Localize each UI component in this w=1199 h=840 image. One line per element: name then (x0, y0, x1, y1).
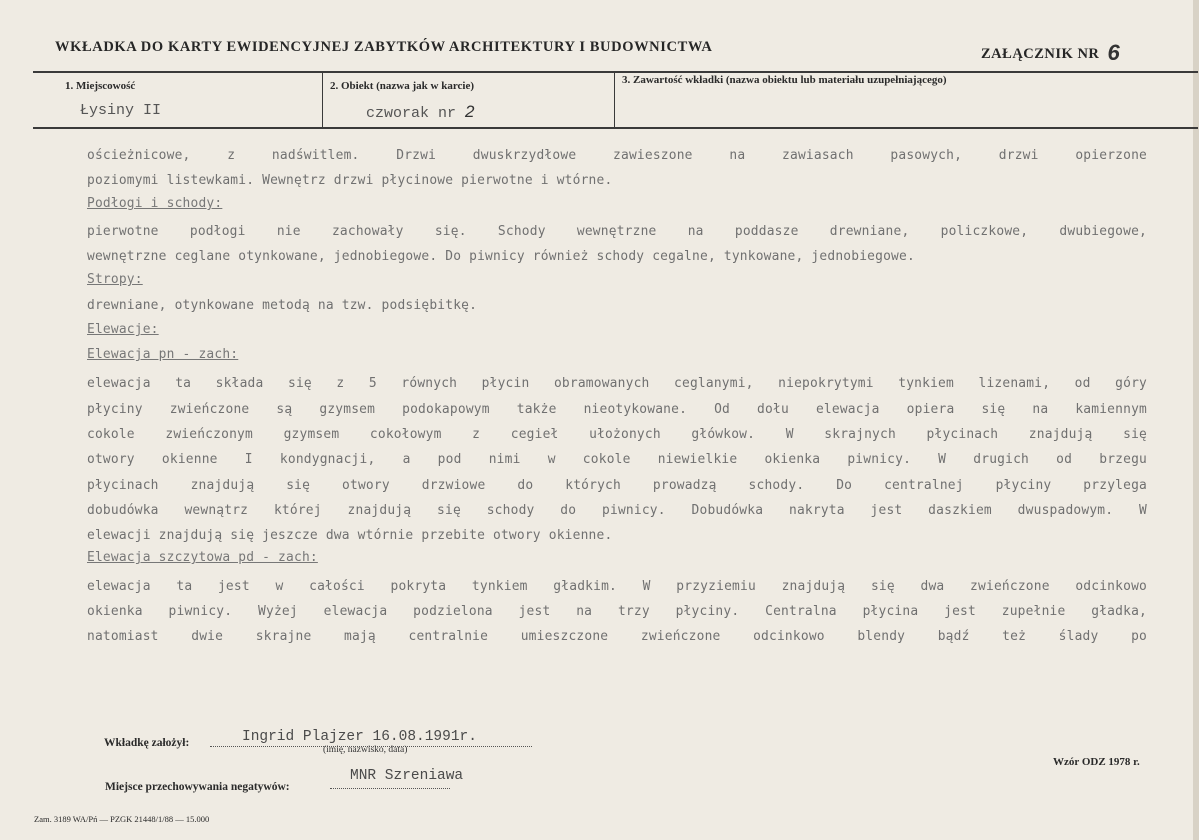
body-line: elewacji znajdują się jeszcze dwa wtórnie przebite otwory okienne. (87, 528, 613, 543)
typed-body (87, 148, 1157, 668)
object-label: 2. Obiekt (nazwa jak w karcie) (330, 80, 475, 92)
body-line: płyciny zwieńczone są gzymsem podokapowym także nieotykowane. Od dołu elewacja opiera się na kamiennym (87, 402, 1147, 417)
object-value-field (366, 102, 475, 122)
object-value: czworak nr (366, 105, 457, 122)
section-heading: Elewacja pn - zach: (87, 347, 239, 362)
attachment-number-field (981, 38, 1120, 64)
column-divider-2 (614, 72, 615, 127)
created-by-hint: (imię, nazwisko, data) (323, 745, 408, 755)
object-number: 2 (465, 102, 475, 121)
section-heading: Podłogi i schody: (87, 196, 223, 211)
section-heading: Stropy: (87, 272, 143, 287)
attachment-number: 6 (1107, 40, 1121, 65)
attachment-label: ZAŁĄCZNIK NR (981, 46, 1100, 62)
body-line: pierwotne podłogi nie zachowały się. Schody wewnętrzne na poddasze drewniane, policzkowe, dwubiegowe, (87, 224, 1147, 239)
negatives-storage-value: MNR Szreniawa (350, 768, 464, 784)
paper-edge (1193, 0, 1199, 840)
body-line: elewacja ta składa się z 5 równych płycin obramowanych ceglanymi, niepokrytymi tynkiem lizenami, od góry (87, 376, 1147, 391)
print-info: Zam. 3189 WA/Pń — PZGK 21448/1/88 — 15.000 (34, 814, 210, 824)
body-line: cokole zwieńczonym gzymsem cokołowym z cegieł ułożonych główkow. W skrajnych płycinach znajdują się (87, 427, 1147, 442)
form-title: WKŁADKA DO KARTY EWIDENCYJNEJ ZABYTKÓW ARCHITEKTURY I BUDOWNICTWA (55, 39, 713, 55)
negatives-storage-label: Miejsce przechowywania negatywów: (105, 781, 290, 793)
body-line: ościeżnicowe, z nadświtlem. Drzwi dwuskrzydłowe zawieszone na zawiasach pasowych, drzwi opierzone (87, 148, 1147, 163)
table-bottom-rule (33, 127, 1198, 129)
body-line: otwory okienne I kondygnacji, a pod nimi w cokole niewielkie okienka piwnicy. W drugich od brzegu (87, 452, 1147, 467)
body-line: natomiast dwie skrajne mają centralnie umieszczone zwieńczone odcinkowo blendy bądź też ślady po (87, 629, 1147, 644)
locality-value: Łysiny II (80, 102, 162, 119)
body-line: poziomymi listewkami. Wewnętrz drzwi płycinowe pierwotne i wtórne. (87, 173, 613, 188)
body-line: okienka piwnicy. Wyżej elewacja podzielona jest na trzy płyciny. Centralna płycina jest zupełnie gładka, (87, 604, 1147, 619)
created-by-label: Wkładkę założył: (104, 737, 190, 749)
body-line: płycinach znajdują się otwory drzwiowe do których prowadzą schody. Do centralnej płyciny przylega (87, 478, 1147, 493)
table-top-rule (33, 71, 1198, 73)
storage-dotted-line (330, 788, 450, 789)
locality-label: 1. Miejscowość (65, 80, 136, 92)
form-model: Wzór ODZ 1978 r. (1053, 756, 1140, 768)
section-heading: Elewacje: (87, 322, 159, 337)
body-line: wewnętrzne ceglane otynkowane, jednobiegowe. Do piwnicy również schody cegalne, tynkowane, jednobiegowe. (87, 249, 915, 264)
body-line: dobudówka wewnątrz której znajdują się schody do piwnicy. Dobudówka nakryta jest daszkiem dwuspadowym. W (87, 503, 1147, 518)
body-line: drewniane, otynkowane metodą na tzw. podsiębitkę. (87, 298, 478, 313)
column-divider-1 (322, 72, 323, 127)
body-line: elewacja ta jest w całości pokryta tynkiem gładkim. W przyziemiu znajdują się dwa zwieńczone odcinkowo (87, 579, 1147, 594)
section-heading: Elewacja szczytowa pd - zach: (87, 550, 318, 565)
content-label: 3. Zawartość wkładki (nazwa obiektu lub materiału uzupełniającego) (622, 74, 947, 86)
created-by-value: Ingrid Plajzer 16.08.1991r. (242, 729, 477, 745)
